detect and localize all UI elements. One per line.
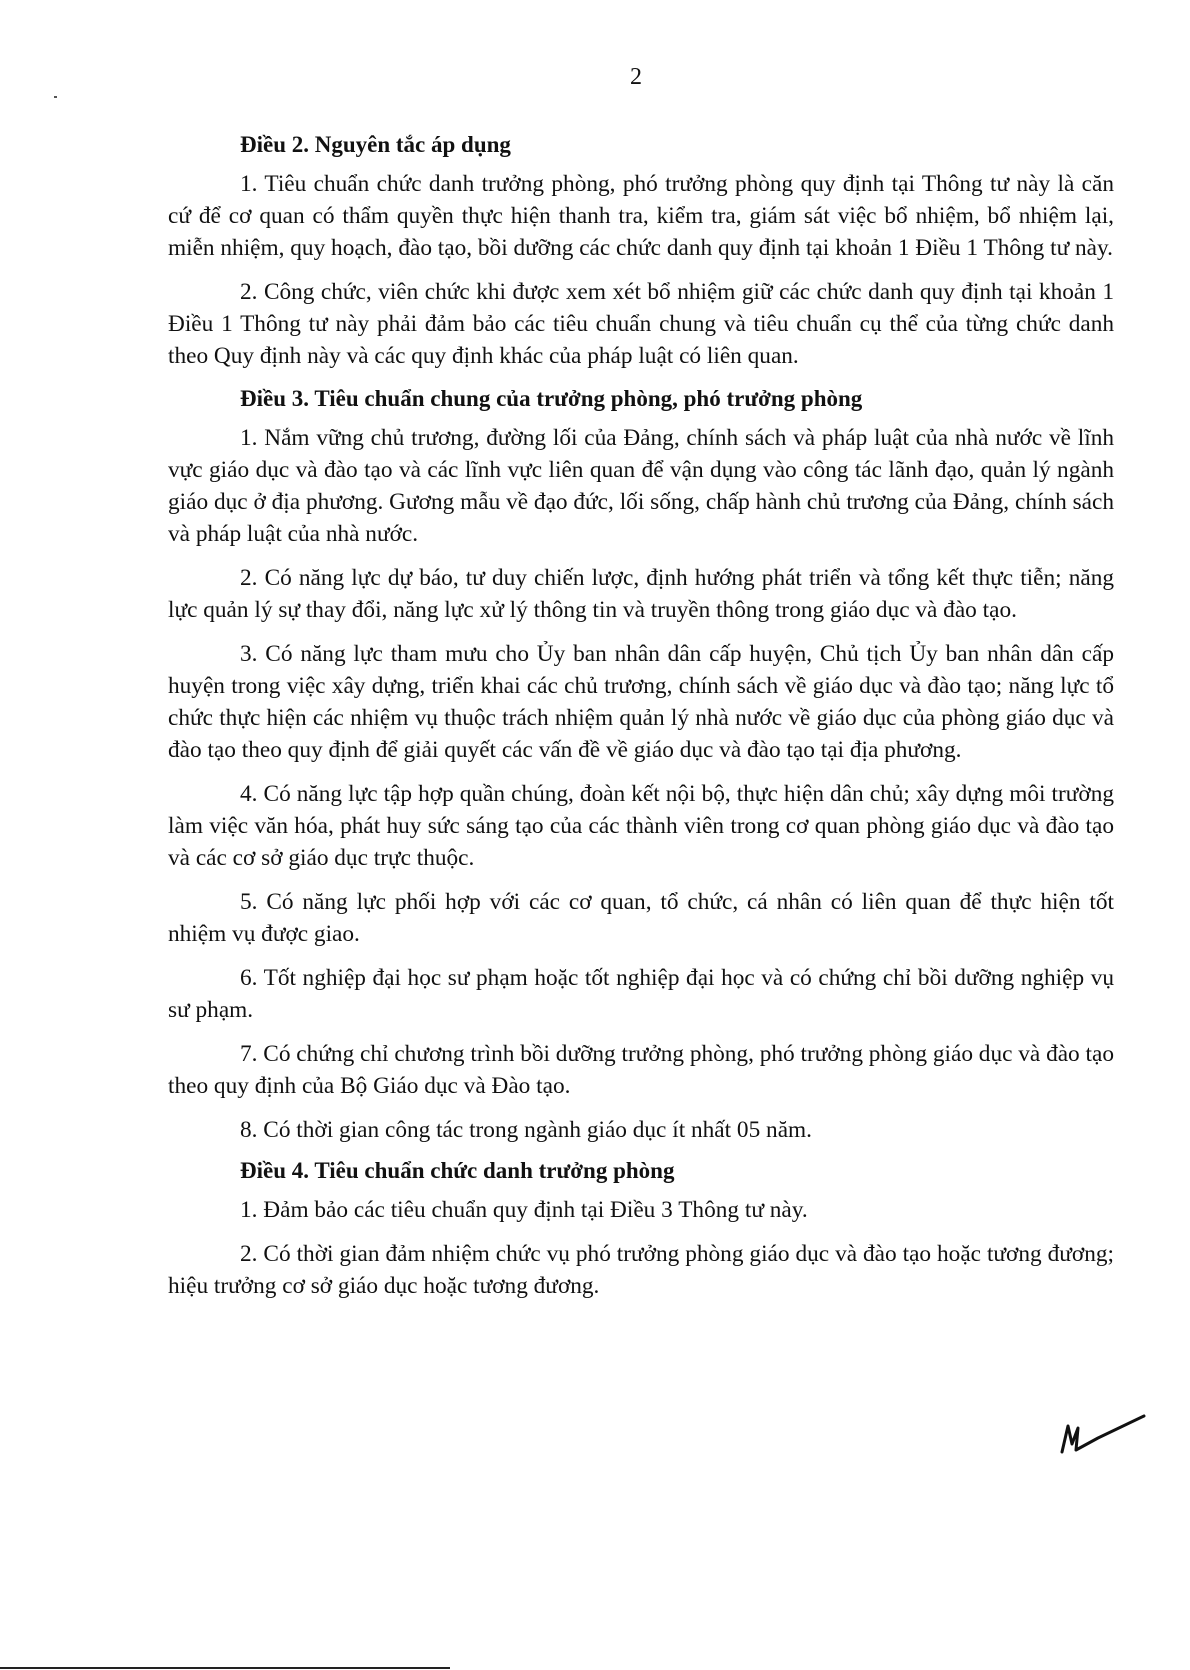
paragraph: 4. Có năng lực tập hợp quần chúng, đoàn kết nội bộ, thực hiện dân chủ; xây dựng môi trường làm việc văn hóa, phát huy sức sáng tạo của các thành viên trong cơ quan phòng giáo dục và đào tạo và các cơ sở giáo dục trực thuộc.: [168, 781, 1114, 871]
paragraph: 3. Có năng lực tham mưu cho Ủy ban nhân dân cấp huyện, Chủ tịch Ủy ban nhân dân cấp huyện trong việc xây dựng, triển khai các chủ trương, chính sách về giáo dục và đào tạo; năng lực tổ chức thực hiện các nhiệm vụ thuộc trách nhiệm quản lý nhà nước về giáo dục của phòng giáo dục và đào tạo theo quy định để giải quyết các vấn đề về giáo dục và đào tạo tại địa phương.: [168, 641, 1114, 763]
scan-speck: [54, 96, 57, 98]
paragraph: 8. Có thời gian công tác trong ngành giáo dục ít nhất 05 năm.: [240, 1117, 812, 1143]
paragraph: 6. Tốt nghiệp đại học sư phạm hoặc tốt nghiệp đại học và có chứng chỉ bồi dưỡng nghiệp vụ sư phạm.: [168, 965, 1114, 1023]
document-body: [168, 130, 1114, 1314]
article-heading: Điều 2. Nguyên tắc áp dụng: [240, 132, 511, 157]
paragraph: 5. Có năng lực phối hợp với các cơ quan, tổ chức, cá nhân có liên quan để thực hiện tốt nhiệm vụ được giao.: [168, 889, 1114, 947]
article-heading: Điều 3. Tiêu chuẩn chung của trưởng phòng, phó trưởng phòng: [240, 386, 863, 411]
paragraph: 2. Công chức, viên chức khi được xem xét bổ nhiệm giữ các chức danh quy định tại khoản 1 Điều 1 Thông tư này phải đảm bảo các tiêu chuẩn chung và tiêu chuẩn cụ thể của từng chức danh theo Quy định này và các quy định khác của pháp luật có liên quan.: [168, 279, 1114, 369]
article-heading: Điều 4. Tiêu chuẩn chức danh trưởng phòng: [240, 1158, 675, 1183]
paragraph: 2. Có năng lực dự báo, tư duy chiến lược, định hướng phát triển và tổng kết thực tiễn; năng lực quản lý sự thay đổi, năng lực xử lý thông tin và truyền thông trong giáo dục và đào tạo.: [168, 565, 1114, 623]
paragraph: 1. Tiêu chuẩn chức danh trưởng phòng, phó trưởng phòng quy định tại Thông tư này là căn cứ để cơ quan có thẩm quyền thực hiện thanh tra, kiểm tra, giám sát việc bổ nhiệm, bổ nhiệm lại, miễn nhiệm, quy hoạch, đào tạo, bồi dưỡng các chức danh quy định tại khoản 1 Điều 1 Thông tư này.: [168, 171, 1114, 261]
footer-rule: [0, 1667, 450, 1669]
article-4: [168, 1156, 1114, 1302]
signature-icon: [1058, 1412, 1148, 1458]
paragraph: 1. Đảm bảo các tiêu chuẩn quy định tại Điều 3 Thông tư này.: [240, 1197, 808, 1223]
paragraph: 7. Có chứng chỉ chương trình bồi dưỡng trưởng phòng, phó trưởng phòng giáo dục và đào tạo theo quy định của Bộ Giáo dục và Đào tạo.: [168, 1041, 1114, 1099]
paragraph: 2. Có thời gian đảm nhiệm chức vụ phó trưởng phòng giáo dục và đào tạo hoặc tương đương; hiệu trưởng cơ sở giáo dục hoặc tương đương.: [168, 1241, 1114, 1299]
article-3: [168, 384, 1114, 1146]
article-2: [168, 130, 1114, 372]
paragraph: 1. Nắm vững chủ trương, đường lối của Đảng, chính sách và pháp luật của nhà nước về lĩnh vực giáo dục và đào tạo và các lĩnh vực liên quan để vận dụng vào công tác lãnh đạo, quản lý ngành giáo dục ở địa phương. Gương mẫu về đạo đức, lối sống, chấp hành chủ trương của Đảng, chính sách và pháp luật của nhà nước.: [168, 425, 1114, 547]
page-number: 2: [630, 64, 642, 90]
